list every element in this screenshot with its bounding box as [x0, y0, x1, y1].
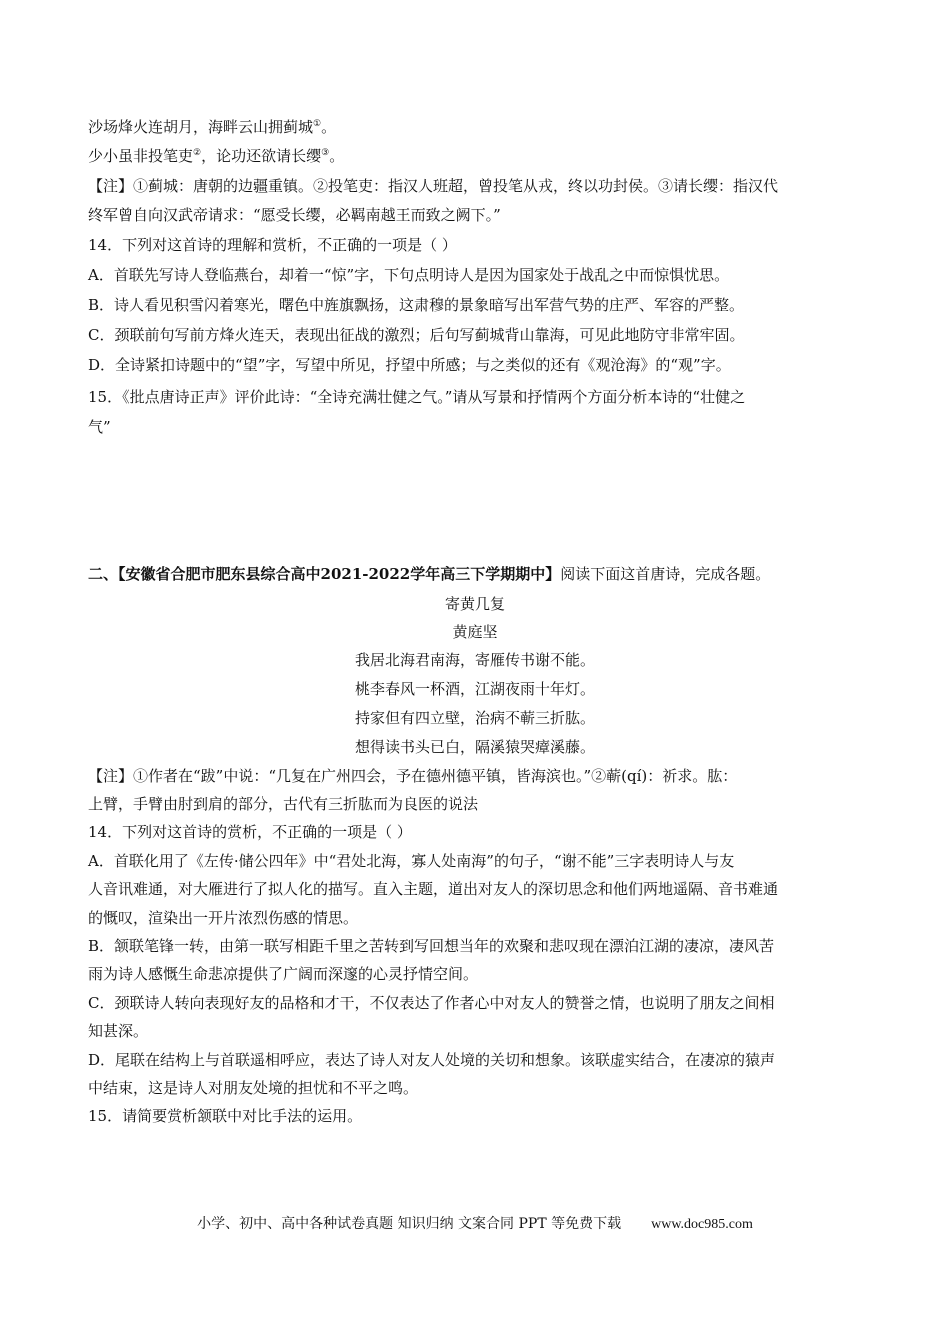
note-text: 终军曾自向汉武帝请求：“愿受长缨，必羁南越王而致之阙下。” — [88, 206, 501, 224]
question-14: 14．下列对这首诗的赏析，不正确的一项是（ ） — [88, 823, 412, 841]
footer-link[interactable]: www.doc985.com — [651, 1217, 753, 1232]
option-d-cont: 中结束，这是诗人对朋友处境的担忧和不平之鸣。 — [88, 1079, 419, 1097]
option-c: C．颈联诗人转向表现好友的品格和才干，不仅表达了作者心中对友人的赞誉之情，也说明了朋友之间相 — [88, 994, 775, 1012]
poem-line: 持家但有四立壁，治病不蕲三折肱。 — [354, 709, 595, 727]
question-14: 14．下列对这首诗的理解和赏析，不正确的一项是（ ） — [88, 236, 457, 254]
option-b: B．诗人看见积雪闪着寒光，曙色中旌旗飘扬，这肃穆的景象暗写出军营气势的庄严、军容的严整。 — [88, 296, 745, 314]
option-d: D．全诗紧扣诗题中的“望”字，写望中所见，抒望中所感；与之类似的还有《观沧海》的“观”字。 — [88, 356, 731, 374]
poem-line: 少小虽非投笔吏②，论功还欲请长缨③。 — [88, 147, 345, 165]
poem-line: 桃李春风一杯酒，江湖夜雨十年灯。 — [354, 680, 595, 698]
section-heading: 二、【安徽省合肥市肥东县综合高中2021-2022学年高三下学期期中】阅读下面这首唐诗，完成各题。 — [88, 565, 771, 583]
option-c-cont: 知甚深。 — [88, 1022, 149, 1040]
question-15: 15．《批点唐诗正声》评价此诗：“全诗充满壮健之气。”请从写景和抒情两个方面分析本诗的“壮健之 — [88, 388, 746, 406]
question-15-cont: 气” — [88, 418, 111, 436]
note-text: 【注】①作者在“跋”中说：“几复在广州四会，予在德州德平镇，皆海滨也。”②蕲(qí)：祈求。肱： — [88, 767, 738, 785]
poem-line: 沙场烽火连胡月，海畔云山拥蓟城①。 — [88, 118, 337, 136]
option-b-cont: 雨为诗人感慨生命悲凉提供了广阔而深邃的心灵抒情空间。 — [88, 965, 479, 983]
option-a: A．首联先写诗人登临燕台，却着一“惊”字，下句点明诗人是因为国家处于战乱之中而惊惧忧思。 — [88, 266, 730, 284]
note-text: 【注】①蓟城：唐朝的边疆重镇。②投笔吏：指汉人班超，曾投笔从戎，终以功封侯。③请长缨：指汉代 — [88, 177, 779, 195]
option-a: A．首联化用了《左传·储公四年》中“君处北海，寡人处南海”的句子，“谢不能”三字表明诗人与友 — [88, 852, 735, 870]
poem-author: 黄庭坚 — [452, 623, 498, 641]
note-text: 上臂，手臂由肘到肩的部分，古代有三折肱而为良医的说法 — [88, 795, 479, 813]
option-b: B．颔联笔锋一转，由第一联写相距千里之苦转到写回想当年的欢聚和悲叹现在漂泊江湖的凄凉，凄风苦 — [88, 937, 775, 955]
option-a-cont: 人音讯难通，对大雁进行了拟人化的描写。直入主题，道出对友人的深切思念和他们两地遥隔、音书难通 — [88, 880, 779, 898]
option-c: C．颈联前句写前方烽火连天，表现出征战的激烈；后句写蓟城背山靠海，可见此地防守非常牢固。 — [88, 326, 745, 344]
question-15: 15．请简要赏析颔联中对比手法的运用。 — [88, 1107, 363, 1125]
poem-line: 我居北海君南海，寄雁传书谢不能。 — [354, 651, 595, 669]
poem-title: 寄黄几复 — [444, 595, 505, 613]
footer-text: 小学、初中、高中各种试卷真题 知识归纳 文案合同 PPT 等免费下载 — [197, 1216, 622, 1232]
option-a-cont: 的慨叹，渲染出一开片浓烈伤感的情思。 — [88, 909, 359, 927]
page-footer — [0, 1213, 950, 1233]
option-d: D．尾联在结构上与首联遥相呼应，表达了诗人对友人处境的关切和想象。该联虚实结合，在凄凉的猿声 — [88, 1051, 776, 1069]
poem-line: 想得读书头已白，隔溪猿哭瘴溪藤。 — [354, 738, 595, 756]
